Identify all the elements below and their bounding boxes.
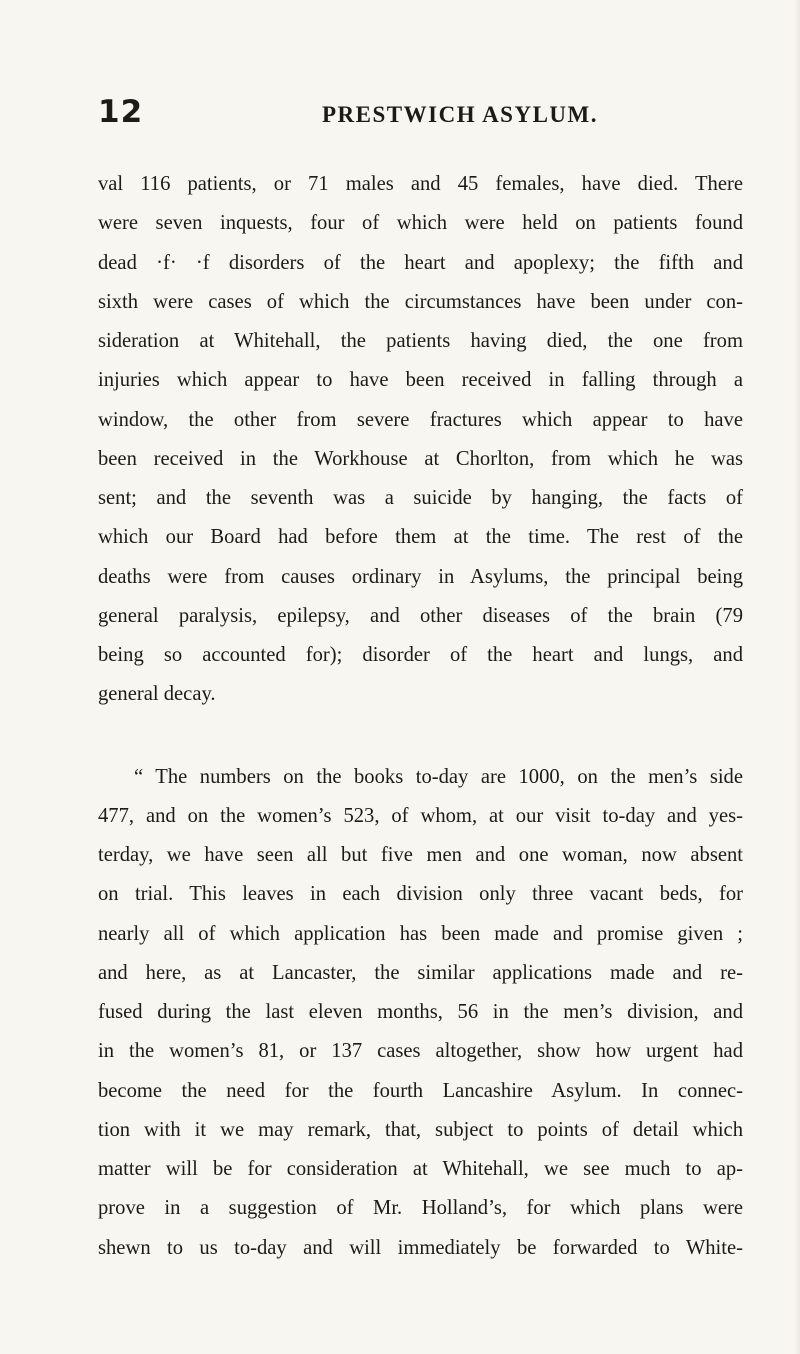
text-line: were seven inquests, four of which were held on patients found bbox=[98, 212, 743, 235]
paragraph bbox=[98, 758, 743, 1268]
text-line: general paralysis, epilepsy, and other diseases of the brain (79 bbox=[98, 604, 743, 627]
running-title: PRESTWICH ASYLUM. bbox=[322, 102, 598, 127]
text-line: which our Board had before them at the time. The rest of the bbox=[98, 526, 743, 549]
text-line: on trial. This leaves in each division only three vacant beds, for bbox=[98, 883, 743, 906]
page-number: 12 bbox=[98, 94, 144, 130]
text-line: prove in a suggestion of Mr. Holland’s, for which plans were bbox=[98, 1197, 743, 1220]
text-line: matter will be for consideration at Whitehall, we see much to ap- bbox=[98, 1158, 743, 1180]
text-line: sixth were cases of which the circumstances have been under con- bbox=[98, 290, 743, 313]
body-text bbox=[98, 165, 743, 1268]
text-line: nearly all of which application has been made and promise given ; bbox=[98, 922, 743, 945]
text-line: dead ·f· ·f disorders of the heart and apoplexy; the fifth and bbox=[98, 251, 743, 274]
paragraph bbox=[98, 165, 743, 715]
text-line: been received in the Workhouse at Chorlton, from which he was bbox=[98, 447, 743, 470]
paragraph-gap bbox=[98, 715, 743, 758]
text-line: shewn to us to-day and will immediately be forwarded to White- bbox=[98, 1236, 743, 1259]
running-head bbox=[98, 94, 730, 134]
text-line: tion with it we may remark, that, subject to points of detail which bbox=[98, 1118, 743, 1141]
text-line: in the women’s 81, or 137 cases altogether, show how urgent had bbox=[98, 1040, 743, 1063]
text-line: being so accounted for); disorder of the heart and lungs, and bbox=[98, 644, 743, 666]
text-line: sideration at Whitehall, the patients having died, the one from bbox=[98, 330, 743, 352]
text-line: and here, as at Lancaster, the similar applications made and re- bbox=[98, 961, 743, 984]
text-line: val 116 patients, or 71 males and 45 females, have died. There bbox=[98, 173, 743, 195]
text-line: terday, we have seen all but five men and one woman, now absent bbox=[98, 844, 743, 866]
text-line: 477, and on the women’s 523, of whom, at our visit to-day and yes- bbox=[98, 804, 743, 827]
text-line: fused during the last eleven months, 56 in the men’s division, and bbox=[98, 1001, 743, 1023]
text-line: become the need for the fourth Lancashire Asylum. In connec- bbox=[98, 1079, 743, 1102]
text-line: injuries which appear to have been received in falling through a bbox=[98, 369, 743, 392]
text-line: window, the other from severe fractures which appear to have bbox=[98, 408, 743, 431]
text-line: general decay. bbox=[98, 683, 216, 706]
text-line: deaths were from causes ordinary in Asylums, the principal being bbox=[98, 565, 743, 588]
text-line: “ The numbers on the books to-day are 1000, on the men’s side bbox=[134, 765, 743, 788]
page-edge-shadow bbox=[794, 0, 800, 1354]
text-line: sent; and the seventh was a suicide by hanging, the facts of bbox=[98, 487, 743, 509]
